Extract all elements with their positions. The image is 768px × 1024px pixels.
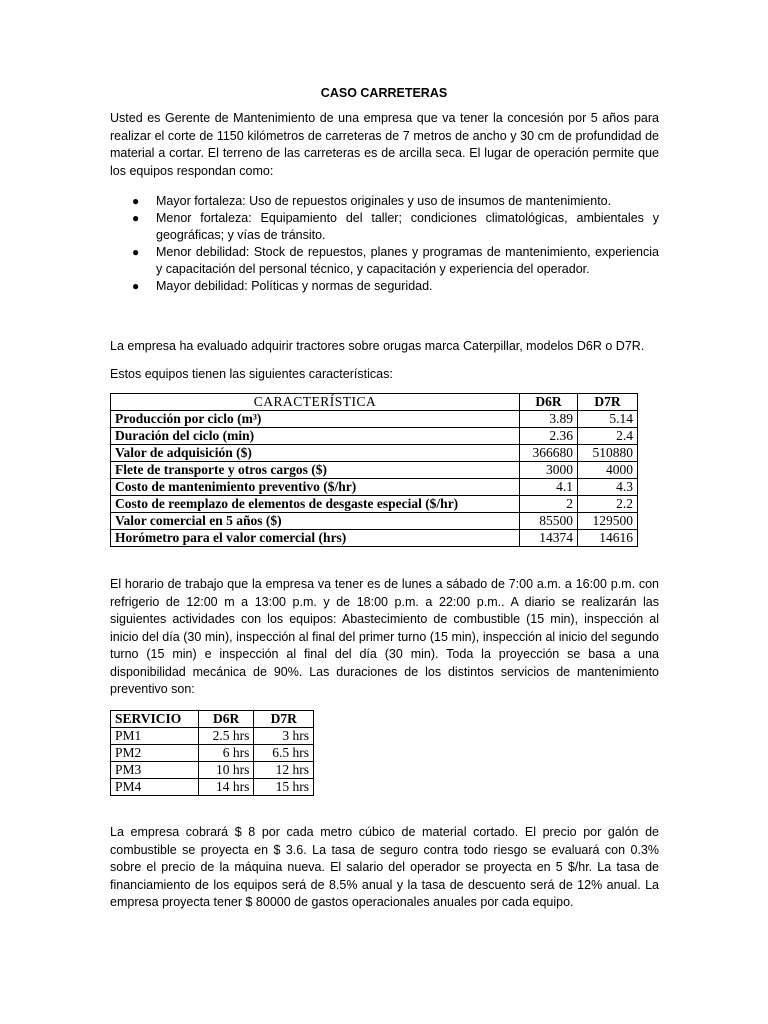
cell-d6r: 366680: [520, 445, 578, 462]
row-label: Costo de reemplazo de elementos de desgaste especial ($/hr): [111, 496, 520, 513]
table-row: [111, 479, 638, 496]
intro-paragraph: Usted es Gerente de Mantenimiento de una empresa que va tener la concesión por 5 años para realizar el corte de 1150 kilómetros de carreteras de 7 metros de ancho y 30 cm de profundidad de material a cortar. El terreno de las carreteras es de arcilla seca. El lugar de operación permite que los equipos respondan como:: [110, 111, 659, 178]
row-label: Valor comercial en 5 años ($): [111, 513, 520, 530]
bullet-icon: ●: [132, 279, 140, 293]
cell-d7r: 5.14: [578, 411, 638, 428]
characteristics-table: [110, 393, 638, 547]
row-label: PM1: [111, 728, 199, 745]
table-row: [111, 779, 314, 796]
cell-d7r: 12 hrs: [254, 762, 314, 779]
cell-d7r: 129500: [578, 513, 638, 530]
row-label: Flete de transporte y otros cargos ($): [111, 462, 520, 479]
list-item: ● Menor fortaleza: Equipamiento del taller; condiciones climatológicas, ambientales y geográficas; y vías de tránsito.: [132, 211, 659, 242]
cell-d6r: 2.36: [520, 428, 578, 445]
characteristics-intro: Estos equipos tienen las siguientes características:: [110, 367, 393, 381]
cell-d6r: 10 hrs: [198, 762, 254, 779]
cell-d7r: 6.5 hrs: [254, 745, 314, 762]
cell-d6r: 2: [520, 496, 578, 513]
row-label: PM3: [111, 762, 199, 779]
financial-paragraph: La empresa cobrará $ 8 por cada metro cúbico de material cortado. El precio por galón de combustible se proyecta en $ 3.6. La tasa de seguro contra todo riesgo se evaluará con 0.3% sobre el precio de la máquina nueva. El salario del operador se proyecta en 5 $/hr. La tasa de financiamiento de los equipos será de 8.5% anual y la tasa de descuento será de 12% anual. La empresa proyecta tener $ 80000 de gastos operacionales anuales por cada equipo.: [110, 825, 659, 909]
column-header: D7R: [578, 394, 638, 411]
table-row: [111, 728, 314, 745]
cell-d6r: 14374: [520, 530, 578, 547]
cell-d7r: 2.4: [578, 428, 638, 445]
table-row: [111, 496, 638, 513]
bullet-icon: ●: [132, 245, 140, 259]
table-row: [111, 513, 638, 530]
cell-d6r: 6 hrs: [198, 745, 254, 762]
table-row: [111, 530, 638, 547]
row-label: Duración del ciclo (min): [111, 428, 520, 445]
row-label: PM4: [111, 779, 199, 796]
services-table: [110, 710, 314, 796]
bullet-icon: ●: [132, 211, 140, 225]
schedule-paragraph: El horario de trabajo que la empresa va tener es de lunes a sábado de 7:00 a.m. a 16:00 p.m. con refrigerio de 12:00 m a 13:00 p.m. y de 18:00 p.m. a 22:00 p.m.. A diario se realizarán las siguientes actividades con los equipos: Abastecimiento de combustible (15 min), inspección al inicio del día (30 min), inspección al final del primer turno (15 min), inspección al inicio del segundo turno (15 min) e inspección al final del día (30 min). Toda la proyección se basa a una disponibilidad mecánica de 90%. Las duraciones de los distintos servicios de mantenimiento preventivo son:: [110, 577, 659, 696]
cell-d6r: 4.1: [520, 479, 578, 496]
list-item: ● Menor debilidad: Stock de repuestos, planes y programas de mantenimiento, experiencia y capacitación del personal técnico, y capacitación y experiencia del operador.: [132, 245, 659, 276]
cell-d6r: 14 hrs: [198, 779, 254, 796]
cell-d7r: 2.2: [578, 496, 638, 513]
table-header-row: [111, 711, 314, 728]
document-title: CASO CARRETERAS: [320, 86, 448, 100]
list-item: ● Mayor debilidad: Políticas y normas de seguridad.: [132, 279, 433, 293]
cell-d7r: 4000: [578, 462, 638, 479]
row-label: PM2: [111, 745, 199, 762]
column-header: SERVICIO: [111, 711, 199, 728]
row-label: Valor de adquisición ($): [111, 445, 520, 462]
cell-d7r: 3 hrs: [254, 728, 314, 745]
cell-d7r: 14616: [578, 530, 638, 547]
cell-d6r: 3000: [520, 462, 578, 479]
table-header-row: [111, 394, 638, 411]
bullet-icon: ●: [132, 194, 140, 208]
cell-d7r: 510880: [578, 445, 638, 462]
column-header: D7R: [254, 711, 314, 728]
table-row: [111, 411, 638, 428]
table-row: [111, 428, 638, 445]
row-label: Horómetro para el valor comercial (hrs): [111, 530, 520, 547]
cell-d7r: 4.3: [578, 479, 638, 496]
table-row: [111, 462, 638, 479]
cell-d7r: 15 hrs: [254, 779, 314, 796]
cell-d6r: 2.5 hrs: [198, 728, 254, 745]
column-header: CARACTERÍSTICA: [111, 394, 520, 411]
column-header: D6R: [520, 394, 578, 411]
table-row: [111, 762, 314, 779]
evaluation-paragraph: La empresa ha evaluado adquirir tractores sobre orugas marca Caterpillar, modelos D6R o D7R.: [110, 339, 645, 353]
list-item: ● Mayor fortaleza: Uso de repuestos originales y uso de insumos de mantenimiento.: [132, 194, 612, 208]
table-row: [111, 745, 314, 762]
cell-d6r: 85500: [520, 513, 578, 530]
column-header: D6R: [198, 711, 254, 728]
row-label: Costo de mantenimiento preventivo ($/hr): [111, 479, 520, 496]
strengths-weaknesses-list: [110, 193, 659, 295]
table-row: [111, 445, 638, 462]
cell-d6r: 3.89: [520, 411, 578, 428]
row-label: Producción por ciclo (m³): [111, 411, 520, 428]
